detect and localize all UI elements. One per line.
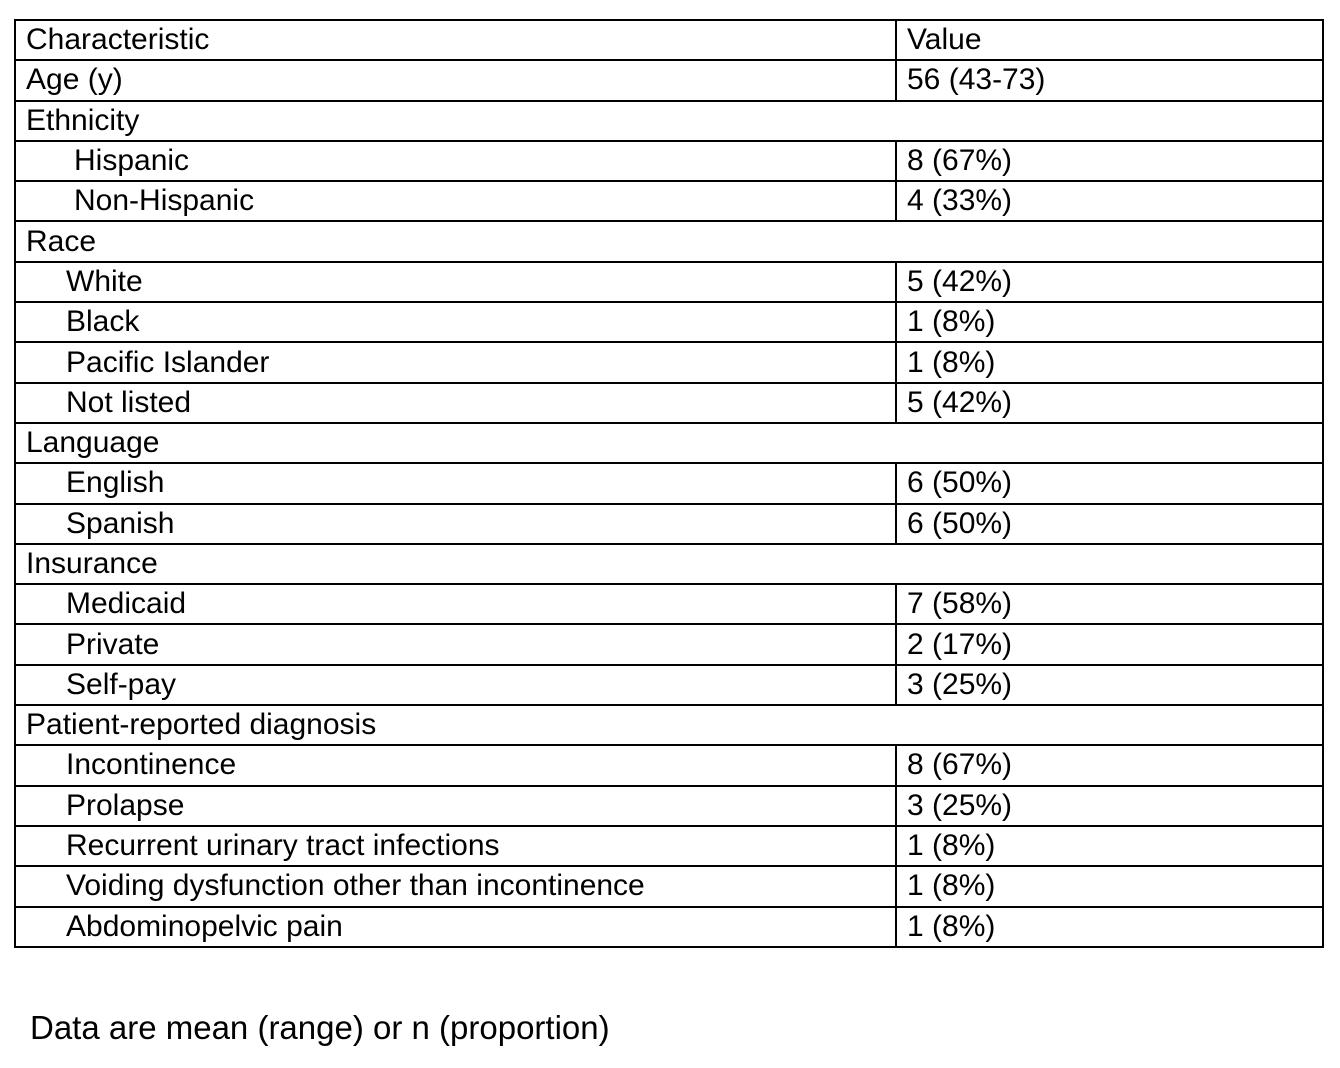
table-body: [15, 20, 1323, 947]
row-label: Incontinence: [15, 745, 896, 785]
row-value: 3 (25%): [896, 665, 1323, 705]
table-row: [15, 786, 1323, 826]
row-value: 3 (25%): [896, 786, 1323, 826]
section-label: Ethnicity: [15, 101, 1323, 141]
table-row: [15, 262, 1323, 302]
table-section-row: [15, 221, 1323, 261]
row-value: 1 (8%): [896, 342, 1323, 382]
row-value: 5 (42%): [896, 262, 1323, 302]
table-row: [15, 60, 1323, 100]
row-label: Self-pay: [15, 665, 896, 705]
table-header-row: [15, 20, 1323, 60]
table-row: [15, 826, 1323, 866]
table-row: [15, 624, 1323, 664]
row-value: 4 (33%): [896, 181, 1323, 221]
row-value: 8 (67%): [896, 141, 1323, 181]
table-row: [15, 745, 1323, 785]
table-row: [15, 302, 1323, 342]
table-row: [15, 907, 1323, 947]
section-label: Insurance: [15, 544, 1323, 584]
table-section-row: [15, 544, 1323, 584]
table-section-row: [15, 705, 1323, 745]
row-label: Spanish: [15, 504, 896, 544]
table-row: [15, 383, 1323, 423]
table-row: [15, 866, 1323, 906]
row-value: 5 (42%): [896, 383, 1323, 423]
row-label: Non-Hispanic: [15, 181, 896, 221]
row-label: Black: [15, 302, 896, 342]
row-label: Private: [15, 624, 896, 664]
row-label: Prolapse: [15, 786, 896, 826]
row-value: 6 (50%): [896, 504, 1323, 544]
header-characteristic: Characteristic: [15, 20, 896, 60]
characteristics-table: [14, 19, 1324, 948]
row-value: 1 (8%): [896, 826, 1323, 866]
table-row: [15, 665, 1323, 705]
row-value: 1 (8%): [896, 866, 1323, 906]
row-value: 1 (8%): [896, 907, 1323, 947]
table-row: [15, 463, 1323, 503]
row-value: 7 (58%): [896, 584, 1323, 624]
table-row: [15, 504, 1323, 544]
section-label: Patient-reported diagnosis: [15, 705, 1323, 745]
table-row: [15, 342, 1323, 382]
table-row: [15, 181, 1323, 221]
row-label: White: [15, 262, 896, 302]
row-label: Medicaid: [15, 584, 896, 624]
row-label: Voiding dysfunction other than incontinence: [15, 866, 896, 906]
section-label: Race: [15, 221, 1323, 261]
row-label: Age (y): [15, 60, 896, 100]
row-value: 2 (17%): [896, 624, 1323, 664]
row-label: Not listed: [15, 383, 896, 423]
row-label: Recurrent urinary tract infections: [15, 826, 896, 866]
row-label: Hispanic: [15, 141, 896, 181]
table-footnote: Data are mean (range) or n (proportion): [30, 1009, 610, 1046]
row-label: Abdominopelvic pain: [15, 907, 896, 947]
row-label: Pacific Islander: [15, 342, 896, 382]
table-row: [15, 584, 1323, 624]
row-value: 6 (50%): [896, 463, 1323, 503]
row-label: English: [15, 463, 896, 503]
table-section-row: [15, 101, 1323, 141]
section-label: Language: [15, 423, 1323, 463]
table-section-row: [15, 423, 1323, 463]
row-value: 56 (43-73): [896, 60, 1323, 100]
table-row: [15, 141, 1323, 181]
row-value: 1 (8%): [896, 302, 1323, 342]
header-value: Value: [896, 20, 1323, 60]
row-value: 8 (67%): [896, 745, 1323, 785]
characteristics-table-container: [14, 19, 1322, 948]
